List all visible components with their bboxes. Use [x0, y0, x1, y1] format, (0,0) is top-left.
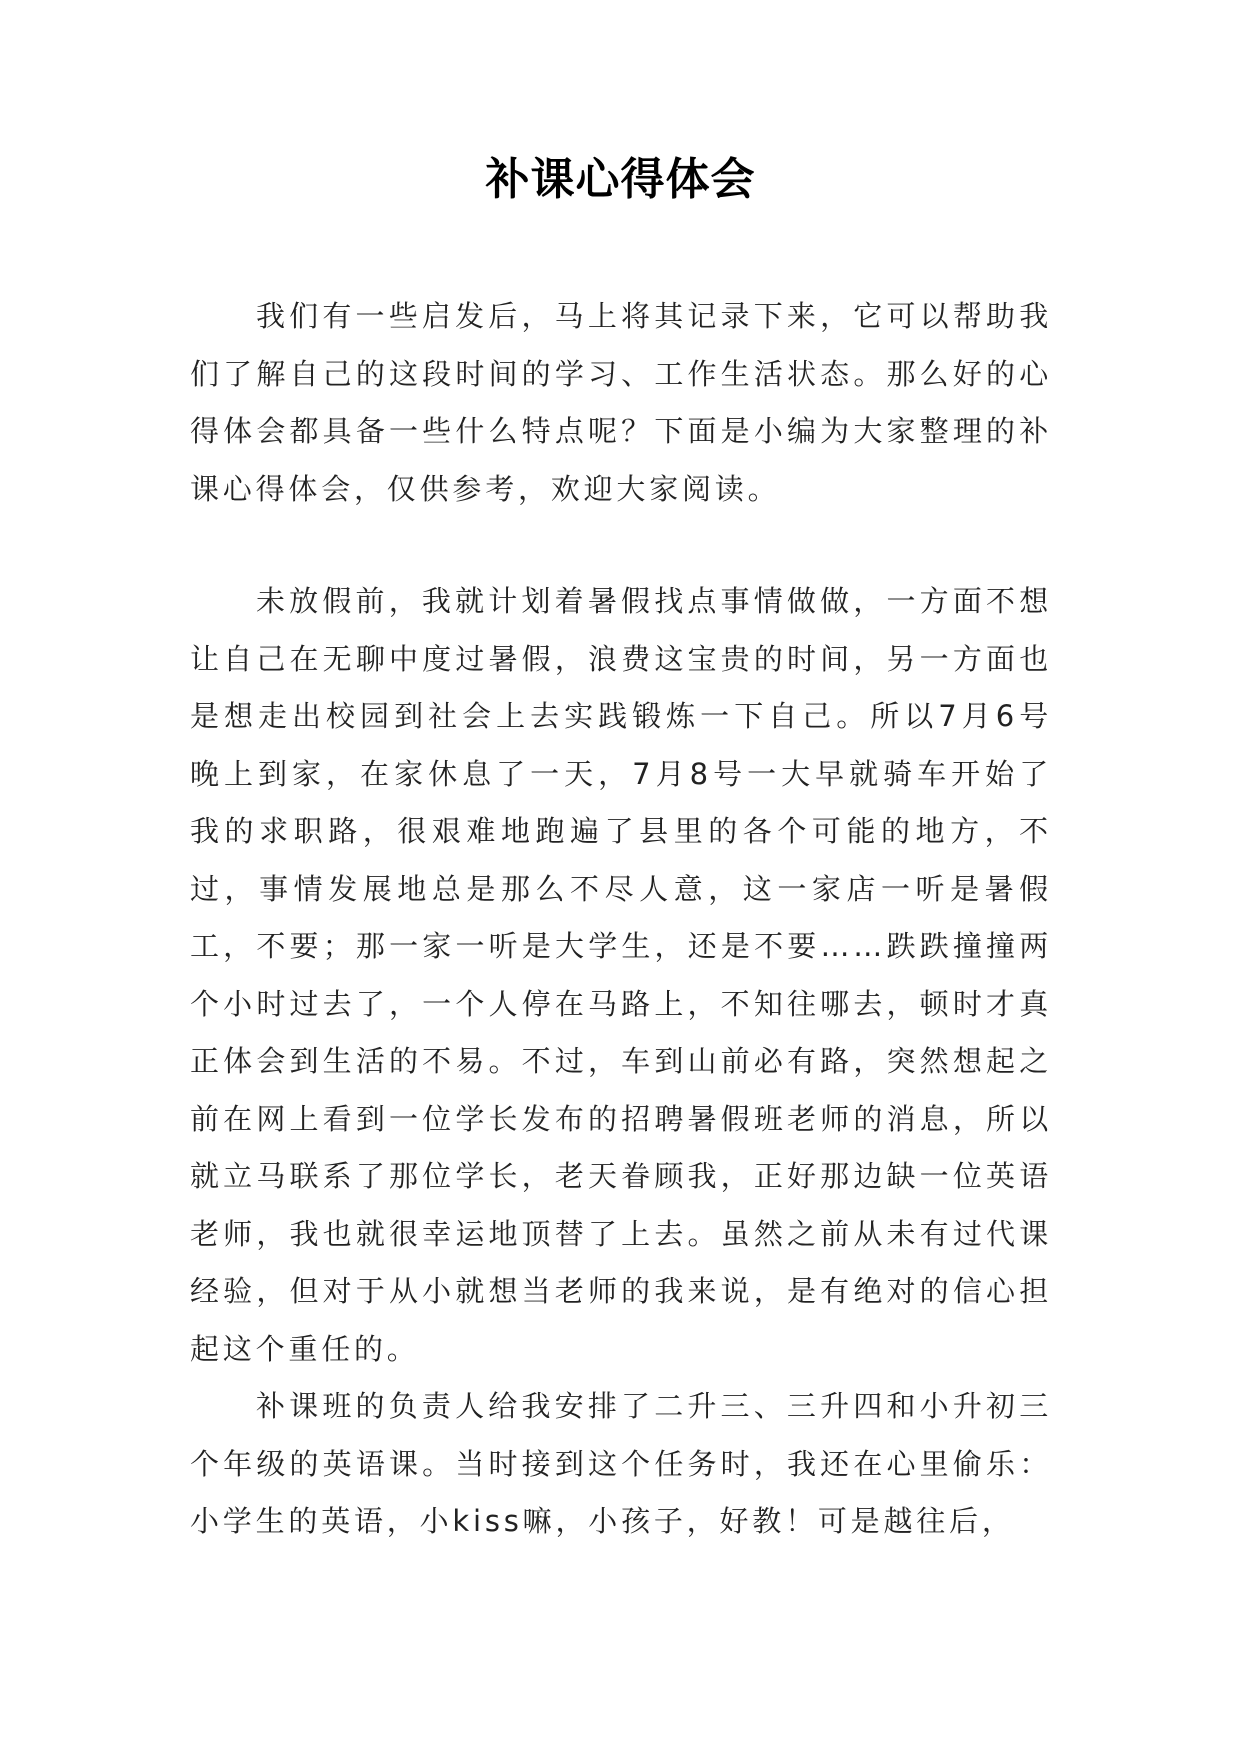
intro-paragraph: 我们有一些启发后，马上将其记录下来，它可以帮助我们了解自己的这段时间的学习、工作生活状态。那么好的心得体会都具备一些什么特点呢？下面是小编为大家整理的补课心得体会，仅供参考，欢迎大家阅读。	[190, 299, 1052, 506]
body-paragraph-2: 补课班的负责人给我安排了二升三、三升四和小升初三个年级的英语课。当时接到这个任务时，我还在心里偷乐：小学生的英语，小kiss嘛，小孩子，好教！可是越往后，	[190, 1389, 1052, 1538]
document-title: 补课心得体会	[485, 154, 756, 205]
intro-section	[190, 288, 1052, 518]
body-paragraph-1: 未放假前，我就计划着暑假找点事情做做，一方面不想让自己在无聊中度过暑假，浪费这宝贵的时间，另一方面也是想走出校园到社会上去实践锻炼一下自己。所以7月6号晚上到家，在家休息了一天，7月8号一大早就骑车开始了我的求职路，很艰难地跑遍了县里的各个可能的地方，不过，事情发展地总是那么不尽人意，这一家店一听是暑假工，不要；那一家一听是大学生，还是不要……跌跌撞撞两个小时过去了，一个人停在马路上，不知往哪去，顿时才真正体会到生活的不易。不过，车到山前必有路，突然想起之前在网上看到一位学长发布的招聘暑假班老师的消息，所以就立马联系了那位学长，老天眷顾我，正好那边缺一位英语老师，我也就很幸运地顶替了上去。虽然之前从未有过代课经验，但对于从小就想当老师的我来说，是有绝对的信心担起这个重任的。	[190, 584, 1052, 1366]
main-section	[190, 573, 1052, 1551]
